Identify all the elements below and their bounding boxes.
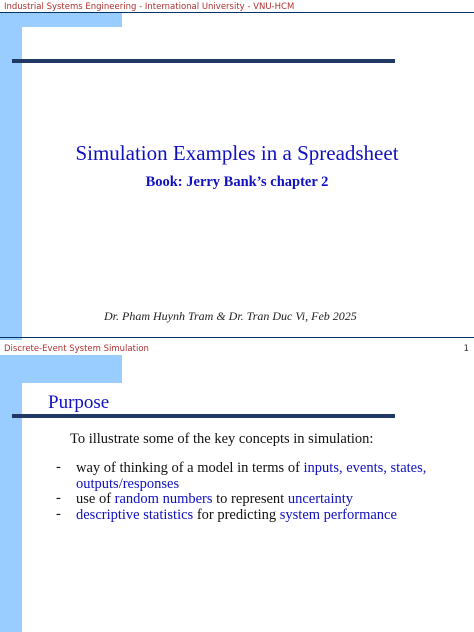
intro-text: To illustrate some of the key concepts in simulation: bbox=[70, 431, 374, 447]
bullet-text: use of bbox=[76, 491, 115, 507]
bullet-highlight: random numbers bbox=[114, 491, 213, 507]
bullet-marker: - bbox=[56, 505, 61, 522]
slide-2 bbox=[0, 340, 474, 632]
bullet-item bbox=[56, 492, 456, 508]
slide-title: Purpose bbox=[48, 392, 110, 413]
bullet-highlight: inputs, events, states, outputs/responses bbox=[76, 460, 427, 492]
bullet-marker: - bbox=[56, 490, 61, 506]
bullet-text: to represent bbox=[212, 491, 288, 507]
bullet-highlight: uncertainty bbox=[287, 491, 354, 507]
top-accent-block bbox=[0, 13, 122, 27]
left-accent-strip bbox=[0, 355, 22, 632]
title-bar bbox=[12, 414, 395, 418]
authors-line: Dr. Pham Huynh Tram & Dr. Tran Duc Vi, Feb 2025 bbox=[104, 309, 357, 323]
slide-header: Industrial Systems Engineering - International University - VNU-HCM bbox=[4, 2, 295, 12]
footer-rule bbox=[0, 337, 474, 338]
presentation-title: Simulation Examples in a Spreadsheet bbox=[75, 141, 399, 165]
bullet-item bbox=[56, 505, 456, 524]
bullet-text: for predicting bbox=[193, 506, 280, 523]
bullet-marker: - bbox=[56, 459, 61, 475]
bullet-list bbox=[56, 461, 456, 523]
slide-footer: Discrete-Event System Simulation bbox=[4, 344, 149, 354]
bullet-text: way of thinking of a model in terms of bbox=[76, 460, 304, 476]
top-accent-block bbox=[0, 355, 122, 383]
page-number: 1 bbox=[463, 344, 469, 354]
bullet-item bbox=[56, 461, 456, 492]
title-bar bbox=[12, 59, 395, 63]
bullet-highlight: descriptive statistics bbox=[76, 506, 194, 523]
bullet-highlight: system performance bbox=[279, 506, 397, 523]
presentation-subtitle: Book: Jerry Bank’s chapter 2 bbox=[145, 174, 329, 190]
